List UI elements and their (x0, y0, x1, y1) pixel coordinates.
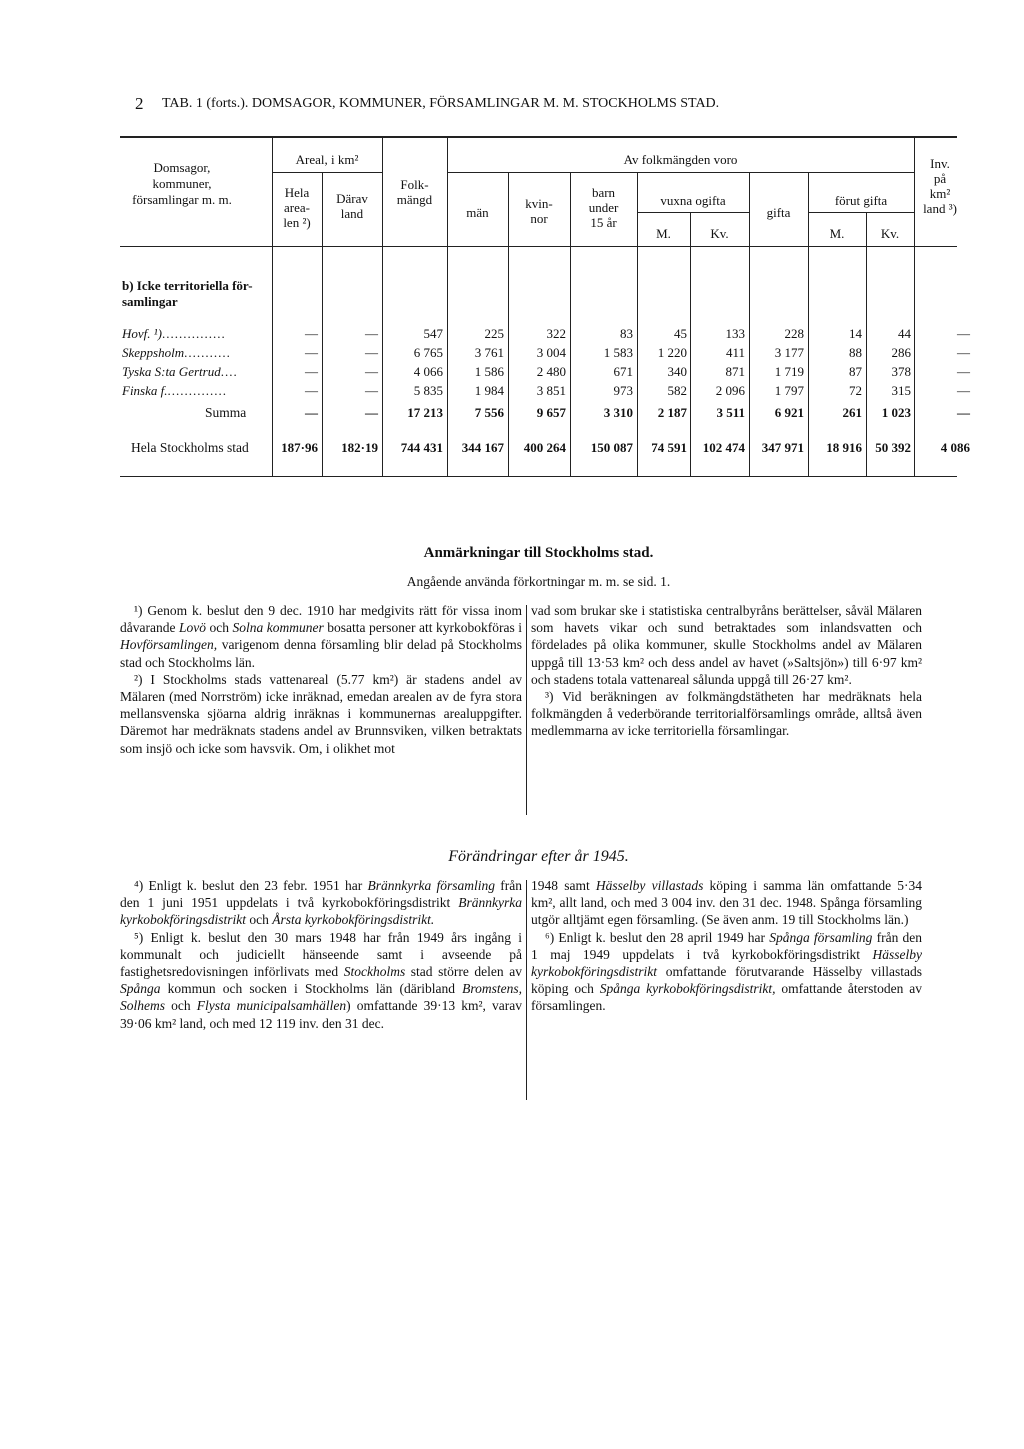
table-cell-folk: 6 765 (413, 345, 443, 360)
row-label-text: Hovf. ¹) (122, 326, 162, 341)
table-cell-gifta: 1 797 (774, 383, 804, 398)
table-cell-darav: — (365, 364, 378, 379)
av-folk-underline (447, 172, 914, 173)
col-header-kvinnor: kvin- nor (525, 196, 553, 226)
table-cell-darav: — (365, 345, 378, 360)
table-bottom-rule (120, 476, 957, 477)
col-header-vuxna-kv: Kv. (710, 226, 729, 241)
table-cell-man: 1 586 (474, 364, 504, 379)
col-rule (808, 172, 809, 476)
row-label (122, 383, 227, 399)
col-rule (690, 212, 691, 476)
note-1: ¹) Genom k. beslut den 9 dec. 1910 har medgivits rätt för vissa inom dåvarande Lovö och Solna kommuner bosatta personer att kyrkobokföras i Hovförsamlingen, varigenom denna församling blir delad på Stockholms stad och Stockholms län. (120, 603, 522, 670)
table-cell-man: 344 167 (461, 440, 504, 455)
table-cell-kvin: 322 (546, 326, 566, 341)
table-cell-fm: 261 (842, 405, 862, 420)
table-top-rule (120, 136, 957, 138)
col-header-domsagor: Domsagor, kommuner, församlingar m. m. (132, 160, 232, 207)
change-note-4: ⁴) Enligt k. beslut den 23 febr. 1951 har Brännkyrka församling från den 1 juni 1951 uppdelats i två kyrkobokföringsdistrikt Brännkyrka kyrkobokföringsdistrikt och Årsta kyrkobokföringsdistrikt. (120, 878, 522, 928)
table-cell-fm: 88 (849, 345, 862, 360)
table-cell-vkv: 3 511 (716, 405, 745, 420)
table-cell-inv: — (957, 326, 970, 341)
table-cell-vkv: 133 (725, 326, 745, 341)
table-cell-inv: 4 086 (940, 440, 970, 455)
table-cell-inv: — (957, 364, 970, 379)
table-cell-fkv: 286 (891, 345, 911, 360)
table-cell-vkv: 2 096 (715, 383, 745, 398)
col-rule (637, 172, 638, 476)
table-cell-kvin: 3 851 (536, 383, 566, 398)
row-leader-dots: .... (220, 364, 238, 379)
note-2-continued: vad som brukar ske i statistiska centralbyråns berättelser, såväl Mälaren som havets vikar och sund betraktades som inlandsvatten och fördelades på olika kommuner, skulle Stockholms andel av Mälaren uppgå till 13·53 km² och dess andel av havet (»Saltsjön») till 6·97 km² och stadens totala vattenareal sålunda uppgå till 26·27 km². (531, 603, 922, 687)
table-cell-kvin: 9 657 (536, 405, 566, 420)
col-header-forut-kv: Kv. (880, 226, 900, 241)
table-cell-hela: — (305, 326, 318, 341)
changes-title: Förändringar efter år 1945. (448, 848, 629, 865)
table-cell-vkv: 871 (725, 364, 745, 379)
table-cell-fm: 18 916 (826, 440, 862, 455)
col-header-inv: Inv. på km² land ³) (923, 156, 957, 216)
vuxna-underline (637, 212, 749, 213)
table-cell-darav: 182·19 (341, 440, 378, 455)
row-leader-dots: .............. (167, 383, 227, 398)
table-cell-darav: — (365, 326, 378, 341)
col-header-vuxna-ogifta: vuxna ogifta (660, 193, 726, 208)
change-note-6: ⁶) Enligt k. beslut den 28 april 1949 har Spånga församling från den 1 maj 1949 uppdelats i två kyrkobokföringsdistrikt Hässelby kyrkobokföringsdistrikt omfattande förutvarande Hässelby villastads köping och Spånga kyrkobokföringsdistrikt, omfattande återstoden av församlingen. (531, 929, 923, 1014)
table-cell-barn: 3 310 (603, 405, 633, 420)
table-cell-inv: — (957, 405, 970, 420)
table-cell-folk: 17 213 (407, 405, 443, 420)
table-cell-fkv: 378 (891, 364, 911, 379)
col-header-av-folkmangden: Av folkmängden voro (623, 152, 738, 167)
table-cell-barn: 150 087 (590, 440, 633, 455)
total-label: Hela Stockholms stad (131, 440, 249, 455)
table-cell-hela: 187·96 (281, 440, 318, 455)
table-cell-vm: 1 220 (657, 345, 687, 360)
row-leader-dots: ............... (162, 326, 226, 341)
col-header-darav: Därav land (336, 191, 368, 221)
table-cell-hela: — (305, 383, 318, 398)
table-cell-fm: 14 (849, 326, 862, 341)
col-header-forut-m: M. (829, 226, 845, 241)
table-cell-man: 7 556 (474, 405, 504, 420)
notes-subtitle: Angående använda förkortningar m. m. se sid. 1. (406, 574, 671, 589)
table-cell-vm: 582 (667, 383, 687, 398)
col-header-barn: barn under 15 år (588, 185, 619, 230)
table-cell-kvin: 2 480 (536, 364, 566, 379)
col-header-hela: Hela area- len ²) (283, 185, 311, 230)
table-cell-vm: 74 591 (651, 440, 687, 455)
table-cell-vm: 2 187 (657, 405, 687, 420)
table-cell-fkv: 44 (898, 326, 911, 341)
table-cell-vkv: 102 474 (702, 440, 745, 455)
col-rule (866, 212, 867, 476)
col-header-gifta: gifta (766, 205, 791, 220)
table-cell-kvin: 400 264 (523, 440, 566, 455)
table-cell-vm: 340 (667, 364, 687, 379)
table-cell-man: 3 761 (474, 345, 504, 360)
row-label-text: Skeppsholm (122, 345, 185, 360)
table-cell-gifta: 228 (784, 326, 804, 341)
table-cell-kvin: 3 004 (536, 345, 566, 360)
table-cell-inv: — (957, 383, 970, 398)
table-cell-folk: 4 066 (413, 364, 443, 379)
row-label-text: Finska f. (122, 383, 168, 398)
page-number: 2 (135, 94, 144, 113)
col-header-areal: Areal, i km² (295, 152, 359, 167)
notes-title: Anmärkningar till Stockholms stad. (423, 545, 654, 561)
table-cell-fkv: 315 (891, 383, 911, 398)
table-cell-barn: 671 (613, 364, 633, 379)
table-cell-barn: 1 583 (603, 345, 633, 360)
change-note-5-continued: 1948 samt Hässelby villastads köping i samma län omfattande 5·34 km², allt land, och med 3 004 inv. den 31 dec. 1948. Spånga församling utgör alltjämt egen församling. (Se även anm. 19 till Stockholms län.) (531, 878, 923, 928)
col-header-man: män (466, 205, 489, 220)
table-cell-folk: 744 431 (400, 440, 443, 455)
table-cell-gifta: 347 971 (761, 440, 804, 455)
notes-right-column (531, 602, 922, 740)
note-3: ³) Vid beräkningen av folkmängdstätheten har medräknats hela folkmängden å vederbörande territorialförsamlings område, alltså även medlemmarna av icke territoriella församlingar. (531, 689, 922, 739)
table-cell-darav: — (365, 383, 378, 398)
table-cell-gifta: 1 719 (774, 364, 804, 379)
row-label (122, 345, 231, 361)
row-label (122, 326, 226, 342)
notes-left-column (120, 602, 522, 757)
summa-label: Summa (205, 405, 247, 420)
note-2: ²) I Stockholms stads vattenareal (5.77 km²) är stadens andel av Mälaren (med Norrström) icke inräknad, emedan arealen av de fyra stora mellansvenska sjöarna aldrig inräknas i kommunernas arealuppgifter. Däremot har medräknats stadens andel av Brunnsviken, vilken betraktats som insjö och icke som havsvik. Om, i olikhet mot (120, 671, 522, 756)
row-label-text: Tyska S:ta Gertrud (122, 364, 221, 379)
table-cell-barn: 83 (620, 326, 633, 341)
table-cell-folk: 5 835 (413, 383, 443, 398)
table-cell-fm: 72 (849, 383, 862, 398)
col-rule (447, 138, 448, 476)
page-header-title: TAB. 1 (forts.). DOMSAGOR, KOMMUNER, FÖRSAMLINGAR M. M. STOCKHOLMS STAD. (162, 96, 720, 111)
change-note-5: ⁵) Enligt k. beslut den 30 mars 1948 har från 1949 års ingång i kommunalt och judiciellt hänseende samt i avseende på fastighetsredovisningen införlivats med Stockholms stad större delen av Spånga kommun och socken i Stockholms län (däribland Bromstens, Solhems och Flysta municipalsamhällen) omfattande 39·13 km², varav 39·06 km² land, och med 12 119 inv. den 31 dec. (120, 929, 523, 1031)
changes-right-column (531, 877, 922, 1015)
notes-column-divider (526, 605, 527, 815)
table-cell-hela: — (305, 364, 318, 379)
table-cell-man: 1 984 (474, 383, 504, 398)
table-cell-vm: 45 (674, 326, 687, 341)
row-label (122, 364, 238, 380)
table-cell-vkv: 411 (725, 345, 745, 360)
table-cell-man: 225 (484, 326, 504, 341)
col-header-forut-gifta: förut gifta (834, 193, 888, 208)
table-cell-fm: 87 (849, 364, 862, 379)
row-leader-dots: ........... (184, 345, 231, 360)
table-cell-darav: — (365, 405, 378, 420)
table-cell-hela: — (305, 345, 318, 360)
table-cell-barn: 973 (613, 383, 633, 398)
table-cell-gifta: 6 921 (774, 405, 804, 420)
table-cell-folk: 547 (423, 326, 443, 341)
table-cell-fkv: 1 023 (881, 405, 911, 420)
forut-underline (808, 212, 914, 213)
col-header-vuxna-m: M. (656, 226, 671, 241)
changes-left-column (120, 877, 522, 1032)
changes-column-divider (526, 880, 527, 1100)
table-cell-inv: — (957, 345, 970, 360)
table-cell-gifta: 3 177 (774, 345, 804, 360)
table-cell-fkv: 50 392 (875, 440, 911, 455)
section-title: b) Icke territoriella för- samlingar (122, 278, 253, 309)
col-header-folkmangd: Folk- mängd (396, 177, 433, 207)
table-cell-hela: — (305, 405, 318, 420)
table-header-bottom-rule (120, 246, 957, 247)
areal-underline (272, 172, 382, 173)
